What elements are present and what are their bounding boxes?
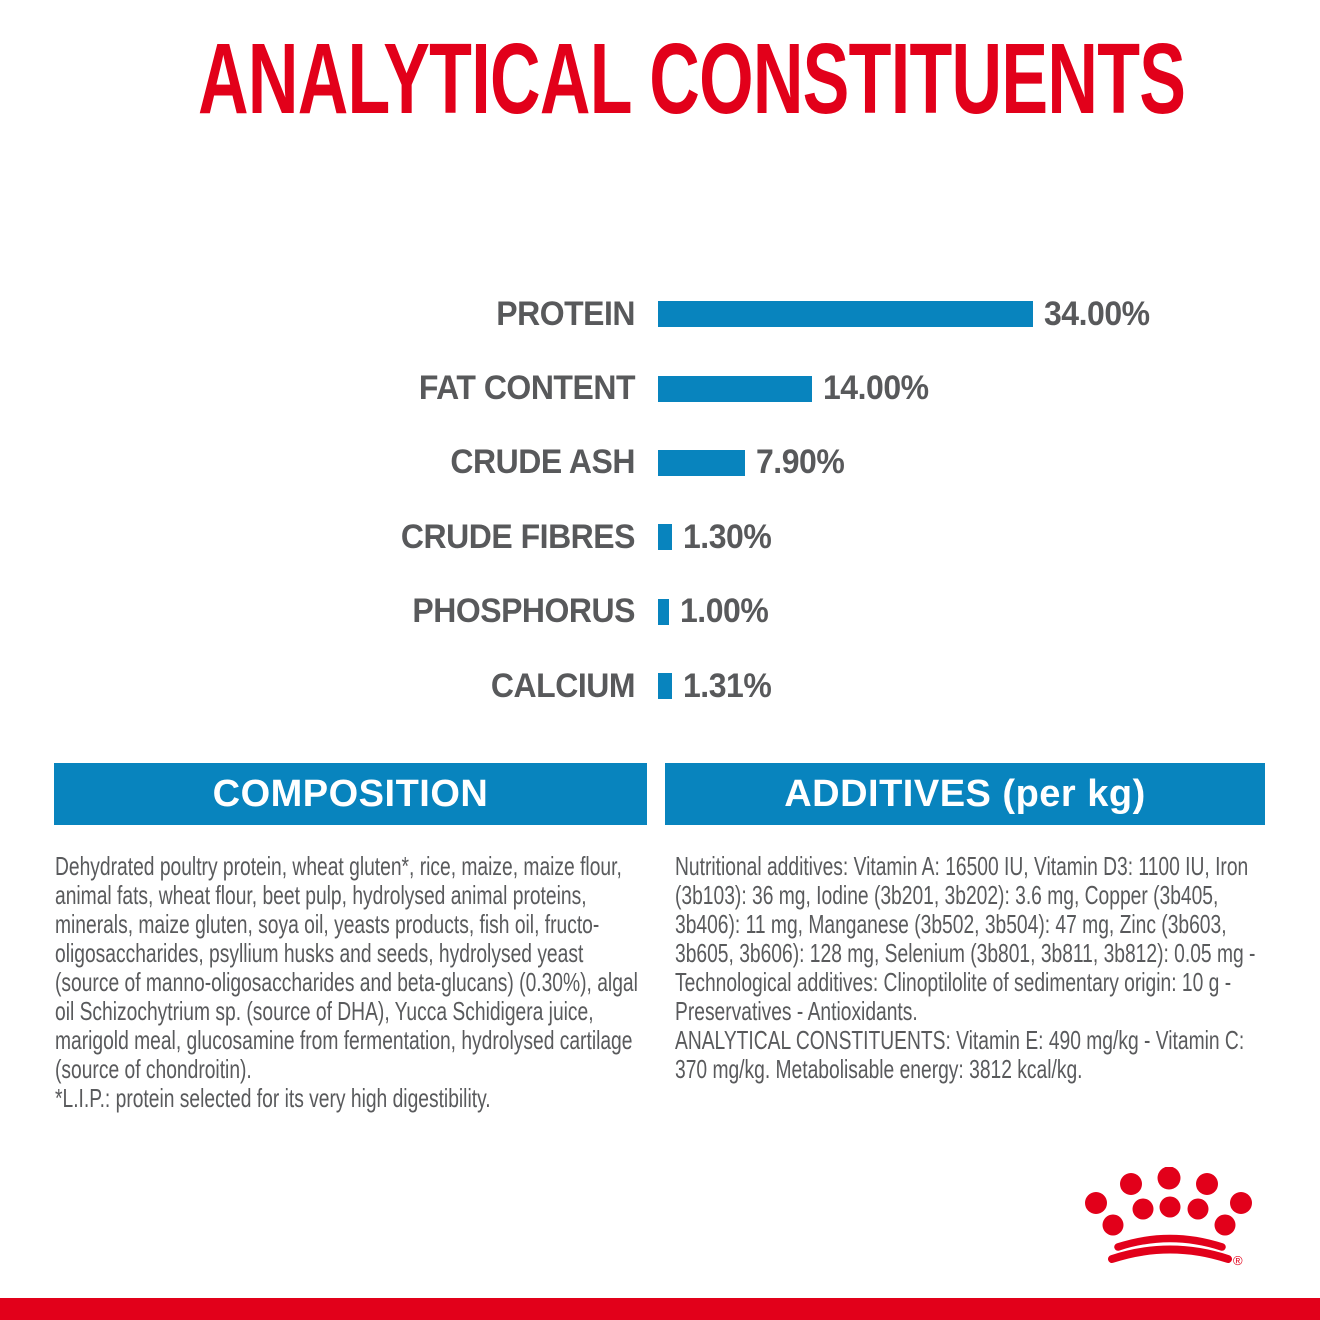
chart-value-label: 1.30%	[683, 517, 772, 556]
chart-category-label: CRUDE ASH	[450, 443, 635, 482]
chart-category-label: PHOSPHORUS	[412, 592, 635, 631]
additives-analytical-constituents: ANALYTICAL CONSTITUENTS: Vitamin E: 490 mg/kg - Vitamin C: 370 mg/kg. Metabolisable energy: 3812 kcal/kg.	[675, 1025, 1245, 1084]
chart-value-label: 34.00%	[1044, 294, 1150, 333]
chart-row	[0, 500, 1320, 574]
additives-section-header: ADDITIVES (per kg)	[665, 763, 1265, 825]
chart-row	[0, 649, 1320, 723]
chart-bar	[658, 599, 669, 625]
chart-bar	[658, 450, 745, 476]
chart-bar	[658, 301, 1033, 327]
additives-body: Nutritional additives: Vitamin A: 16500 IU, Vitamin D3: 1100 IU, Iron (3b103): 36 mg, Iodine (3b201, 3b202): 3.6 mg, Copper (3b405, 3b406): 11 mg, Manganese (3b502, 3b504): 47 mg, Zinc (3b603, 3b605, 3b606): 128 mg, Selenium (3b801, 3b811, 3b812): 0.05 mg - Technological additives: Clinoptilolite of sedimentary origin: 10 g - Preservatives - Antioxidants.	[675, 851, 1256, 1026]
chart-bar	[658, 376, 812, 402]
composition-text-block	[55, 852, 640, 1113]
chart-value-label: 1.31%	[683, 666, 772, 705]
additives-text-block	[675, 852, 1260, 1084]
chart-row	[0, 426, 1320, 500]
chart-bar	[658, 673, 672, 699]
chart-row	[0, 351, 1320, 425]
chart-category-label: CALCIUM	[490, 666, 635, 705]
royal-canin-crown-logo	[1085, 1167, 1260, 1272]
registered-trademark-icon: ®	[1233, 1253, 1243, 1268]
composition-body: Dehydrated poultry protein, wheat gluten*, rice, maize, maize flour, animal fats, wheat flour, beet pulp, hydrolysed animal proteins, minerals, maize gluten, soya oil, yeasts products, fish oil, fructo-oligosaccharides, psyllium husks and seeds, hydrolysed yeast (source of manno-oligosaccharides and beta-glucans) (0.30%), algal oil Schizochytrium sp. (source of DHA), Yucca Schidigera juice, marigold meal, glucosamine from fermentation, hydrolysed cartilage (source of chondroitin).	[55, 851, 638, 1084]
chart-row	[0, 575, 1320, 649]
composition-lip-note: *L.I.P.: protein selected for its very high digestibility.	[55, 1083, 491, 1113]
chart-category-label: FAT CONTENT	[418, 369, 635, 408]
chart-category-label: PROTEIN	[496, 294, 635, 333]
chart-value-label: 7.90%	[756, 443, 845, 482]
composition-section-header: COMPOSITION	[54, 763, 647, 825]
chart-row	[0, 277, 1320, 351]
chart-value-label: 14.00%	[823, 369, 929, 408]
chart-category-label: CRUDE FIBRES	[400, 517, 635, 556]
bar-chart	[0, 277, 1320, 723]
chart-value-label: 1.00%	[680, 592, 769, 631]
page-title: ANALYTICAL CONSTITUENTS	[198, 23, 1186, 135]
bottom-red-bar	[0, 1298, 1320, 1320]
chart-bar	[658, 524, 672, 550]
